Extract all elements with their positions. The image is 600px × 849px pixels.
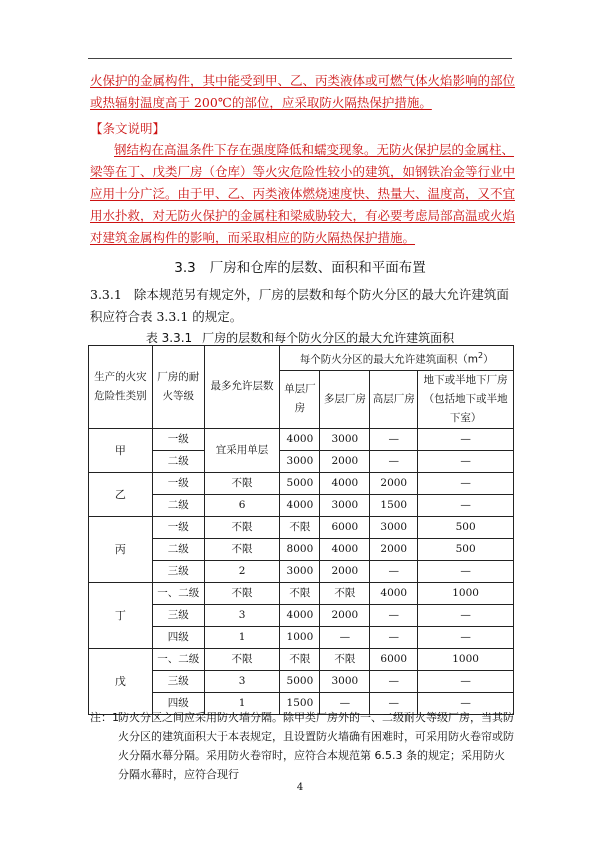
multi-cell: 3000 xyxy=(320,428,370,450)
section-title xyxy=(0,256,600,276)
single-cell: 4000 xyxy=(280,494,320,516)
single-cell: 5000 xyxy=(280,670,320,692)
floors-cell: 1 xyxy=(204,626,280,648)
under-cell: 1000 xyxy=(418,648,514,670)
header-single: 单层厂房 xyxy=(280,370,320,428)
under-cell: — xyxy=(418,670,514,692)
floors-cell: 3 xyxy=(204,670,280,692)
header-rule xyxy=(88,58,512,59)
under-cell: — xyxy=(418,626,514,648)
single-cell: 不限 xyxy=(280,582,320,604)
floors-cell: 不限 xyxy=(204,516,280,538)
under-cell: — xyxy=(418,450,514,472)
multi-cell: 2000 xyxy=(320,604,370,626)
rating-cell: 三级 xyxy=(152,670,204,692)
rating-cell: 二级 xyxy=(152,538,204,560)
under-cell: — xyxy=(418,692,514,714)
floors-cell: 不限 xyxy=(204,538,280,560)
single-cell: 1000 xyxy=(280,626,320,648)
rating-cell: 一级 xyxy=(152,472,204,494)
header-max-floors: 最多允许层数 xyxy=(204,346,280,429)
multi-cell: 2000 xyxy=(320,560,370,582)
floors-cell: 不限 xyxy=(204,472,280,494)
high-cell: — xyxy=(370,604,418,626)
table-row xyxy=(89,472,514,494)
clause-text: 除本规范另有规定外，厂房的层数和每个防火分区的最大允许建筑面积应符合表 3.3.1 的规定。 xyxy=(90,287,509,324)
under-cell: 1000 xyxy=(418,582,514,604)
table-row xyxy=(89,538,514,560)
floors-cell: 宜采用单层 xyxy=(204,428,280,472)
table-row xyxy=(89,560,514,582)
header-area-group xyxy=(280,346,514,371)
table-footnote xyxy=(90,708,515,784)
multi-cell: 6000 xyxy=(320,516,370,538)
high-cell: 3000 xyxy=(370,516,418,538)
table-row xyxy=(89,582,514,604)
high-cell: — xyxy=(370,626,418,648)
rating-cell: 一级 xyxy=(152,516,204,538)
area-unit-superscript: 2 xyxy=(478,351,484,360)
under-cell: — xyxy=(418,560,514,582)
single-cell: 4000 xyxy=(280,428,320,450)
multi-cell: 4000 xyxy=(320,538,370,560)
explanation-body: 钢结构在高温条件下存在强度降低和蠕变现象。无防火保护层的金属柱、梁等在丁、戊类厂房（仓库）等火灾危险性较小的建筑，如钢铁冶金等行业中应用十分广泛。由于甲、乙、丙类液体燃烧速度快、热量大、温度高，又不宜用水扑救，对无防火保护的金属柱和梁威胁较大，有必要考虑局部高温或火焰对建筑金属构件的影响，而采取相应的防火隔热保护措施。 xyxy=(90,142,516,245)
multi-cell: — xyxy=(320,692,370,714)
intro-paragraph: 火保护的金属构件，其中能受到甲、乙、丙类液体或可燃气体火焰影响的部位或热辐射温度高于 200℃的部位，应采取防火隔热保护措施。 xyxy=(90,73,516,110)
floors-cell: 不限 xyxy=(204,648,280,670)
rating-cell: 一、二级 xyxy=(152,582,204,604)
clause-paragraph xyxy=(90,284,515,328)
table-row xyxy=(89,450,514,472)
fire-compartment-table xyxy=(88,345,514,715)
header-category: 生产的火灾危险性类别 xyxy=(89,346,153,429)
table-row xyxy=(89,428,514,450)
header-high: 高层厂房 xyxy=(370,370,418,428)
footnote-text: 防火分区之间应采用防火墙分隔。除甲类厂房外的一、二级耐火等级厂房，当其防火分区的建筑面积大于本表规定，且设置防火墙确有困难时，可采用防火卷帘或防火分隔水幕分隔。采用防火卷帘时，应符合本规范第 6.5.3 条的规定；采用防火分隔水幕时，应符合现行 xyxy=(118,711,514,781)
under-cell: — xyxy=(418,604,514,626)
rating-cell: 一级 xyxy=(152,428,204,450)
single-cell: 1500 xyxy=(280,692,320,714)
rating-cell: 二级 xyxy=(152,494,204,516)
high-cell: — xyxy=(370,428,418,450)
under-cell: — xyxy=(418,472,514,494)
footnote-label: 注：1 xyxy=(90,711,119,724)
clause-number: 3.3.1 xyxy=(90,287,122,302)
table-title-text: 厂房的层数和每个防火分区的最大允许建筑面积 xyxy=(202,331,455,345)
high-cell: 6000 xyxy=(370,648,418,670)
under-cell: 500 xyxy=(418,538,514,560)
single-cell: 3000 xyxy=(280,560,320,582)
high-cell: 2000 xyxy=(370,538,418,560)
floors-cell: 2 xyxy=(204,560,280,582)
single-cell: 不限 xyxy=(280,648,320,670)
category-cell: 戊 xyxy=(89,648,153,714)
section-number: 3.3 xyxy=(174,260,196,276)
header-rating: 厂房的耐火等级 xyxy=(152,346,204,429)
floors-cell: 3 xyxy=(204,604,280,626)
high-cell: — xyxy=(370,670,418,692)
single-cell: 8000 xyxy=(280,538,320,560)
table-row xyxy=(89,604,514,626)
rating-cell: 三级 xyxy=(152,604,204,626)
rating-cell: 一、二级 xyxy=(152,648,204,670)
single-cell: 5000 xyxy=(280,472,320,494)
floors-cell: 不限 xyxy=(204,582,280,604)
category-cell: 甲 xyxy=(89,428,153,472)
multi-cell: 2000 xyxy=(320,450,370,472)
multi-cell: — xyxy=(320,626,370,648)
header-multi: 多层厂房 xyxy=(320,370,370,428)
rating-cell: 四级 xyxy=(152,626,204,648)
category-cell: 丁 xyxy=(89,582,153,648)
high-cell: — xyxy=(370,692,418,714)
page-number: 4 xyxy=(296,782,304,793)
table-row xyxy=(89,626,514,648)
table-row xyxy=(89,670,514,692)
table-number: 表 3.3.1 xyxy=(145,331,193,345)
table-row xyxy=(89,648,514,670)
single-cell: 不限 xyxy=(280,516,320,538)
explanation-heading: 【条文说明】 xyxy=(90,121,166,136)
rating-cell: 四级 xyxy=(152,692,204,714)
table-row xyxy=(89,516,514,538)
multi-cell: 不限 xyxy=(320,648,370,670)
multi-cell: 4000 xyxy=(320,472,370,494)
multi-cell: 3000 xyxy=(320,494,370,516)
category-cell: 丙 xyxy=(89,516,153,582)
under-cell: 500 xyxy=(418,516,514,538)
rating-cell: 二级 xyxy=(152,450,204,472)
rating-cell: 三级 xyxy=(152,560,204,582)
table-title xyxy=(0,329,600,346)
section-title-text: 厂房和仓库的层数、面积和平面布置 xyxy=(209,260,426,276)
under-cell: — xyxy=(418,428,514,450)
high-cell: 1500 xyxy=(370,494,418,516)
high-cell: 4000 xyxy=(370,582,418,604)
multi-cell: 3000 xyxy=(320,670,370,692)
high-cell: — xyxy=(370,560,418,582)
multi-cell: 不限 xyxy=(320,582,370,604)
single-cell: 3000 xyxy=(280,450,320,472)
header-area-group-close: ） xyxy=(483,353,494,366)
under-cell: — xyxy=(418,494,514,516)
table-row xyxy=(89,494,514,516)
floors-cell: 1 xyxy=(204,692,280,714)
floors-cell: 6 xyxy=(204,494,280,516)
high-cell: — xyxy=(370,450,418,472)
high-cell: 2000 xyxy=(370,472,418,494)
header-underground: 地下或半地下厂房（包括地下或半地下室） xyxy=(418,370,514,428)
single-cell: 4000 xyxy=(280,604,320,626)
header-area-group-text: 每个防火分区的最大允许建筑面积（m xyxy=(299,353,479,366)
category-cell: 乙 xyxy=(89,472,153,516)
